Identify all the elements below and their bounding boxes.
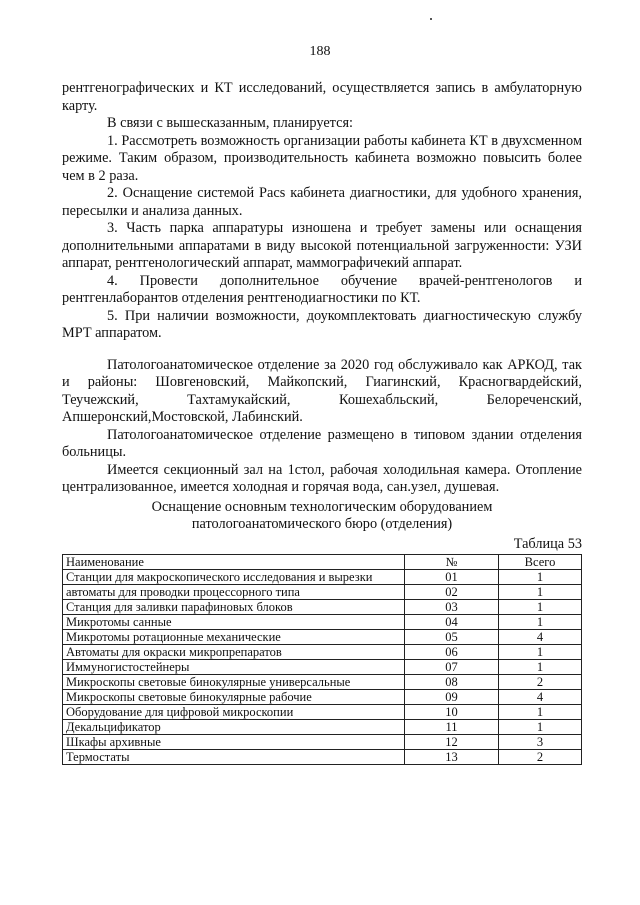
plan-item-4: 4. Провести дополнительное обучение врачей-рентгенологов и рентгенлаборантов отделения рентгенодиагностики по КТ. — [62, 272, 582, 306]
cell-number: 09 — [405, 690, 499, 705]
cell-name: Шкафы архивные — [63, 735, 405, 750]
cell-total: 1 — [499, 720, 582, 735]
cell-total: 2 — [499, 750, 582, 765]
table-row — [63, 660, 582, 675]
cell-number: 10 — [405, 705, 499, 720]
cell-number: 04 — [405, 615, 499, 630]
cell-number: 05 — [405, 630, 499, 645]
cell-total: 4 — [499, 630, 582, 645]
cell-number: 11 — [405, 720, 499, 735]
paragraph-continuation: рентгенографических и КТ исследований, осуществляется запись в амбулаторную карту. — [62, 80, 582, 114]
cell-total: 1 — [499, 615, 582, 630]
cell-number: 03 — [405, 600, 499, 615]
cell-name: Микротомы санные — [63, 615, 405, 630]
paragraph-department-facilities: Имеется секционный зал на 1стол, рабочая холодильная камера. Отопление централизованное, имеется холодная и горячая вода, сан.узел, душевая. — [62, 461, 582, 495]
table-row — [63, 720, 582, 735]
paragraph-department-location: Патологоанатомическое отделение размещено в типовом здании отделения больницы. — [62, 426, 582, 460]
plan-item-1: 1. Рассмотреть возможность организации работы кабинета КТ в двухсменном режиме. Таким образом, производительность кабинета возможно повысить более чем в 2 раза. — [62, 132, 582, 184]
cell-total: 3 — [499, 735, 582, 750]
scan-speck — [430, 18, 432, 20]
cell-name: Микроскопы световые бинокулярные рабочие — [63, 690, 405, 705]
page-number: 188 — [309, 44, 331, 59]
table-header-row — [63, 555, 582, 570]
cell-name: Оборудование для цифровой микроскопии — [63, 705, 405, 720]
plan-item-5: 5. При наличии возможности, доукомплектовать диагностическую службу МРТ аппаратом. — [62, 307, 582, 341]
paragraph-intro: В связи с вышесказанным, планируется: — [107, 115, 353, 131]
cell-name: автоматы для проводки процессорного типа — [63, 585, 405, 600]
cell-name: Декальцификатор — [63, 720, 405, 735]
table-caption — [62, 499, 582, 534]
cell-total: 1 — [499, 570, 582, 585]
table-row — [63, 600, 582, 615]
cell-name: Микротомы ротационные механические — [63, 630, 405, 645]
cell-total: 1 — [499, 600, 582, 615]
table-row — [63, 705, 582, 720]
cell-number: 01 — [405, 570, 499, 585]
table-row — [63, 570, 582, 585]
table-row — [63, 630, 582, 645]
page-content — [62, 80, 582, 765]
cell-name: Иммуногистостейнеры — [63, 660, 405, 675]
cell-total: 4 — [499, 690, 582, 705]
cell-number: 13 — [405, 750, 499, 765]
cell-number: 06 — [405, 645, 499, 660]
table-caption-line-1: Оснащение основным технологическим оборудованием — [151, 498, 493, 515]
cell-number: 02 — [405, 585, 499, 600]
cell-number: 08 — [405, 675, 499, 690]
cell-number: 07 — [405, 660, 499, 675]
table-row — [63, 645, 582, 660]
table-row — [63, 615, 582, 630]
table-row — [63, 690, 582, 705]
plan-item-3: 3. Часть парка аппаратуры изношена и требует замены или оснащения дополнительными аппаратами в виду высокой потенциальной загруженности: УЗИ аппарат, рентгенологический аппарат, маммографичекий аппарат. — [62, 220, 582, 271]
cell-total: 1 — [499, 645, 582, 660]
cell-name: Станция для заливки парафиновых блоков — [63, 600, 405, 615]
cell-name: Термостаты — [63, 750, 405, 765]
table-row — [63, 750, 582, 765]
cell-name: Станции для макроскопического исследования и вырезки — [63, 570, 405, 585]
table-label: Таблица 53 — [513, 535, 582, 552]
equipment-table — [62, 554, 582, 765]
plan-item-2: 2. Оснащение системой Pacs кабинета диагностики, для удобного хранения, пересылки и анализа данных. — [62, 185, 582, 219]
cell-total: 1 — [499, 660, 582, 675]
header-name: Наименование — [63, 555, 405, 570]
table-row — [63, 675, 582, 690]
cell-total: 1 — [499, 585, 582, 600]
paragraph-department-coverage: Патологоанатомическое отделение за 2020 год обслуживало как АРКОД, так и районы: Шовгеновский, Майкопский, Гиагинский, Красногвардейский, Теучежский, Тахтамукайский, Кошехабльский, Белореченский, Апшеронский,Мостовской, Лабинский. — [62, 356, 582, 425]
cell-name: Автоматы для окраски микропрепаратов — [63, 645, 405, 660]
header-number: № — [405, 555, 499, 570]
table-row — [63, 585, 582, 600]
table-row — [63, 735, 582, 750]
cell-total: 2 — [499, 675, 582, 690]
table-caption-line-2: патологоанатомического бюро (отделения) — [191, 516, 453, 532]
cell-number: 12 — [405, 735, 499, 750]
cell-total: 1 — [499, 705, 582, 720]
header-total: Всего — [499, 555, 582, 570]
cell-name: Микроскопы световые бинокулярные универсальные — [63, 675, 405, 690]
